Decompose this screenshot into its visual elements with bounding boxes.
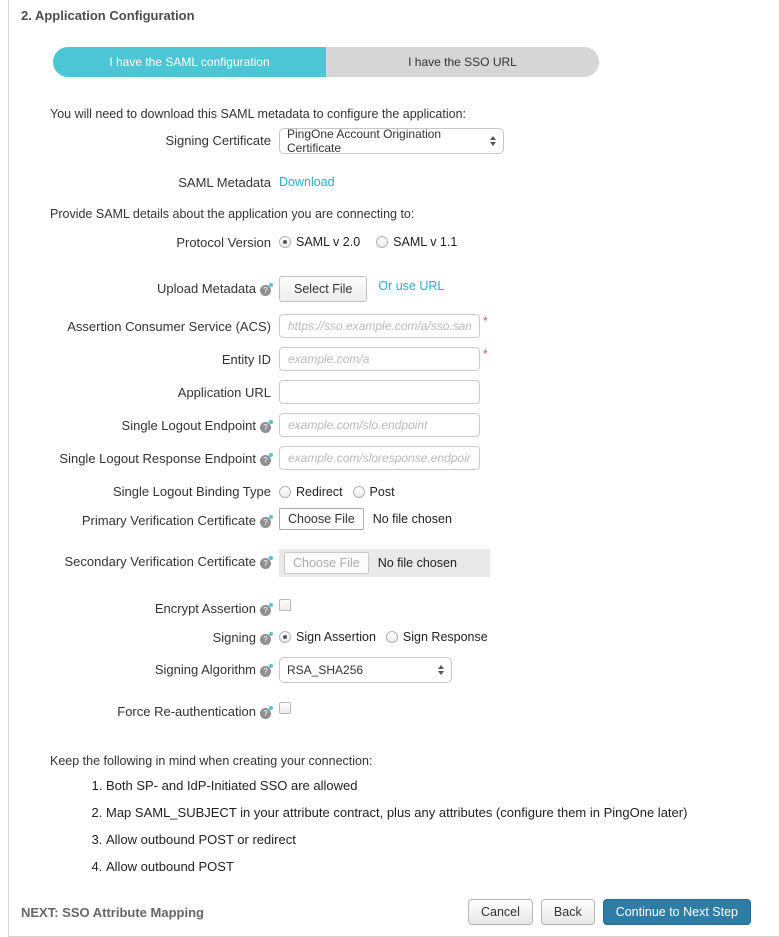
select-arrows-icon <box>490 136 496 146</box>
upload-metadata-info-icon[interactable] <box>260 285 271 296</box>
signing-info-icon[interactable] <box>260 634 271 645</box>
upload-metadata-label: Upload Metadata <box>156 281 256 296</box>
row-signing-algorithm <box>21 657 779 683</box>
acs-input[interactable] <box>279 314 480 338</box>
row-primary-verification-certificate <box>21 508 779 530</box>
radio-sign-assertion[interactable] <box>279 631 291 643</box>
slo-endpoint-info-icon[interactable] <box>260 422 271 433</box>
download-link[interactable]: Download <box>279 175 335 189</box>
cancel-button[interactable]: Cancel <box>468 899 533 925</box>
encrypt-assertion-checkbox[interactable] <box>279 599 291 611</box>
metadata-intro-text: You will need to download this SAML metadata to configure the application: <box>50 107 467 121</box>
details-intro-text: Provide SAML details about the application you are connecting to: <box>50 207 415 221</box>
entity-id-input[interactable] <box>279 347 480 371</box>
secondary-cert-file-control <box>279 549 490 577</box>
notes-list <box>82 778 779 874</box>
acs-label: Assertion Consumer Service (ACS) <box>67 319 271 334</box>
signing-certificate-label: Signing Certificate <box>165 133 271 148</box>
notes-intro-text: Keep the following in mind when creating your connection: <box>50 754 373 768</box>
row-secondary-verification-certificate <box>21 549 779 577</box>
secondary-cert-label: Secondary Verification Certificate <box>64 554 256 569</box>
row-slo-endpoint <box>21 413 779 437</box>
signing-algorithm-select[interactable] <box>279 657 452 683</box>
row-application-url <box>21 380 779 404</box>
continue-button[interactable]: Continue to Next Step <box>603 899 751 925</box>
row-encrypt-assertion <box>21 596 779 616</box>
note-item: 2. Map SAML_SUBJECT in your attribute contract, plus any attributes (configure them in PingOne later) <box>106 805 779 820</box>
radio-sign-assertion-label: Sign Assertion <box>296 630 376 644</box>
encrypt-assertion-info-icon[interactable] <box>260 605 271 616</box>
row-signing <box>21 625 779 645</box>
force-reauth-label: Force Re-authentication <box>117 704 256 719</box>
radio-saml-v1[interactable] <box>376 236 388 248</box>
slo-binding-type-label: Single Logout Binding Type <box>112 484 271 499</box>
signing-algorithm-label: Signing Algorithm <box>154 662 256 677</box>
slo-response-endpoint-info-icon[interactable] <box>260 455 271 466</box>
row-saml-metadata <box>21 170 779 190</box>
row-signing-certificate <box>21 128 779 154</box>
radio-post[interactable] <box>353 486 365 498</box>
acs-required-marker: * <box>483 314 488 328</box>
radio-saml-v2-label: SAML v 2.0 <box>296 235 361 249</box>
signing-certificate-select[interactable] <box>279 128 504 154</box>
row-force-reauthentication <box>21 699 779 719</box>
row-slo-binding-type <box>21 479 779 499</box>
select-file-button[interactable]: Select File <box>279 276 367 302</box>
force-reauth-checkbox[interactable] <box>279 702 291 714</box>
row-protocol-version <box>21 230 779 250</box>
primary-cert-label: Primary Verification Certificate <box>81 513 256 528</box>
encrypt-assertion-label: Encrypt Assertion <box>154 601 256 616</box>
primary-cert-choose-file-button[interactable]: Choose File <box>279 508 364 530</box>
slo-endpoint-label: Single Logout Endpoint <box>121 418 256 433</box>
signing-algorithm-info-icon[interactable] <box>260 666 271 677</box>
configuration-tabs <box>53 47 779 77</box>
note-item: 4. Allow outbound POST <box>106 859 779 874</box>
note-item: 1. Both SP- and IdP-Initiated SSO are allowed <box>106 778 779 793</box>
page-title: 2. Application Configuration <box>21 8 195 23</box>
primary-cert-file-status: No file chosen <box>372 512 452 526</box>
next-step-label: NEXT: SSO Attribute Mapping <box>21 904 204 920</box>
radio-sign-response-label: Sign Response <box>402 630 488 644</box>
radio-redirect[interactable] <box>279 486 291 498</box>
or-use-url-link[interactable]: Or use URL <box>378 279 445 293</box>
note-item: 3. Allow outbound POST or redirect <box>106 832 779 847</box>
protocol-version-label: Protocol Version <box>176 235 271 250</box>
radio-saml-v2[interactable] <box>279 236 291 248</box>
saml-metadata-label: SAML Metadata <box>178 175 271 190</box>
radio-sign-response[interactable] <box>386 631 398 643</box>
signing-algorithm-value: RSA_SHA256 <box>287 663 364 677</box>
entity-id-required-marker: * <box>483 347 488 361</box>
signing-label: Signing <box>212 630 256 645</box>
radio-redirect-label: Redirect <box>296 485 343 499</box>
secondary-cert-file-status: No file chosen <box>377 556 457 570</box>
application-configuration-panel <box>8 0 779 937</box>
secondary-cert-choose-file-button: Choose File <box>284 552 369 574</box>
application-url-label: Application URL <box>177 385 271 400</box>
signing-certificate-value: PingOne Account Origination Certificate <box>287 127 442 155</box>
radio-post-label: Post <box>369 485 395 499</box>
application-url-input[interactable] <box>279 380 480 404</box>
slo-response-endpoint-input[interactable] <box>279 446 480 470</box>
slo-response-endpoint-label: Single Logout Response Endpoint <box>59 451 256 466</box>
force-reauth-info-icon[interactable] <box>260 708 271 719</box>
row-upload-metadata <box>21 276 779 302</box>
row-acs <box>21 314 779 338</box>
entity-id-label: Entity ID <box>221 352 271 367</box>
primary-cert-info-icon[interactable] <box>260 517 271 528</box>
secondary-cert-info-icon[interactable] <box>260 558 271 569</box>
slo-endpoint-input[interactable] <box>279 413 480 437</box>
select-arrows-icon <box>438 665 444 675</box>
row-entity-id <box>21 347 779 371</box>
tab-saml-configuration[interactable]: I have the SAML configuration <box>53 47 326 77</box>
footer-bar <box>21 899 779 925</box>
radio-saml-v1-label: SAML v 1.1 <box>393 235 458 249</box>
row-slo-response-endpoint <box>21 446 779 470</box>
tab-sso-url[interactable]: I have the SSO URL <box>326 47 599 77</box>
back-button[interactable]: Back <box>541 899 595 925</box>
